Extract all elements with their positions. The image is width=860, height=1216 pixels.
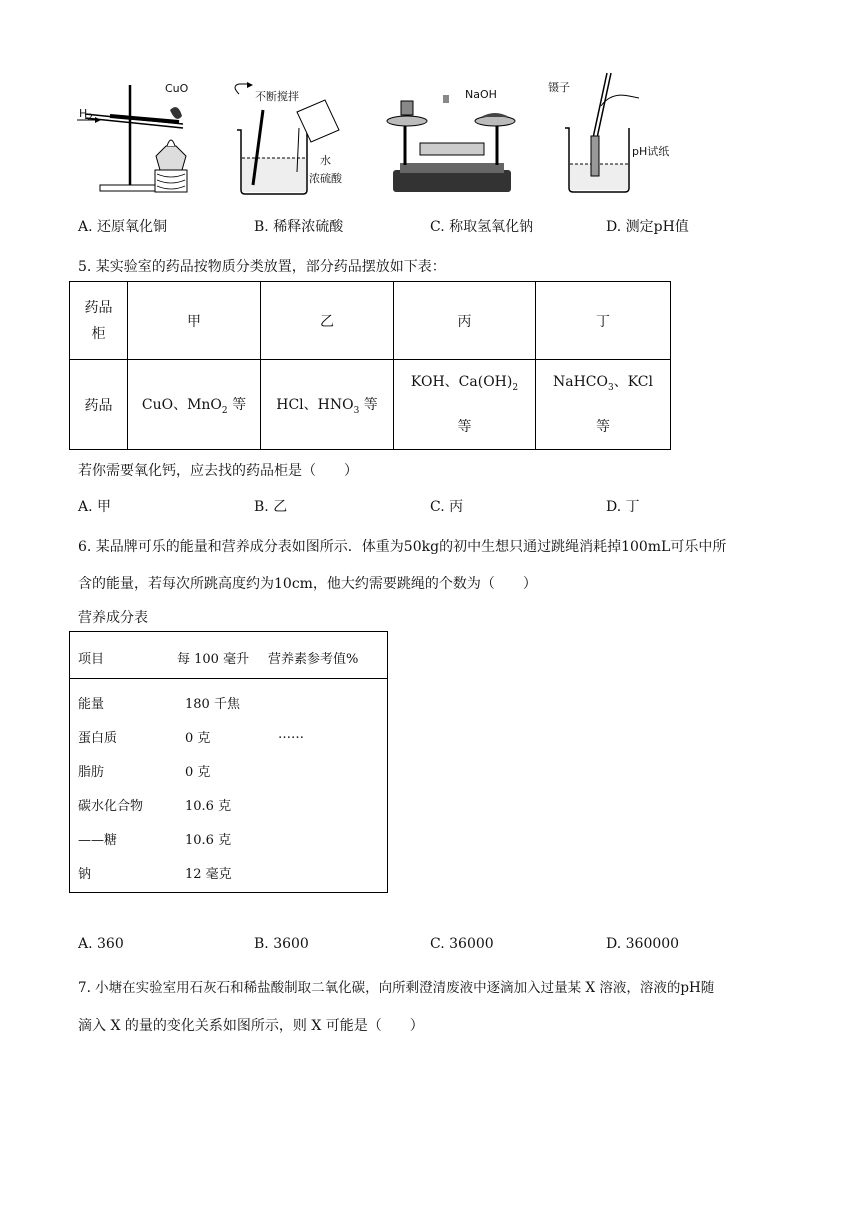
q4-option-a[interactable] (78, 216, 167, 236)
option-text: 丙 (449, 499, 464, 515)
q7-stem-line1: 7. 小塘在实验室用石灰石和稀盐酸制取二氧化碳，向所剩澄清废液中逐滴加入过量某 X 溶液，溶液的pH随 (78, 980, 715, 996)
option-text: 丁 (625, 499, 640, 515)
cell-text: CuO、MnO (141, 396, 222, 413)
option-text: 还原氧化铜 (97, 219, 168, 235)
option-text: 3600 (273, 936, 309, 952)
option-letter: D. (606, 936, 622, 952)
cell-text: 等 (359, 396, 378, 413)
cell-jia (128, 360, 261, 450)
q6-stem-line1: 6. 某品牌可乐的能量和营养成分表如图所示．体重为50kg的初中生想只通过跳绳消耗掉100mL可乐中所 (78, 539, 727, 555)
cabinet-ding: 丁 (536, 282, 671, 360)
option-text: 乙 (273, 499, 288, 515)
q5-option-d[interactable] (606, 496, 640, 516)
option-text: 测定pH值 (625, 219, 689, 235)
naoh-label: NaOH (465, 88, 497, 101)
cell-subscript: 3 (353, 405, 360, 416)
option-letter: B. (254, 219, 269, 235)
nutrient-value: 180 千焦 (185, 697, 240, 712)
cuo-label: CuO (165, 82, 189, 95)
nutrient-value: 12 毫克 (185, 867, 232, 882)
cell-text: 等 (596, 419, 610, 436)
q5-option-c[interactable] (430, 496, 463, 516)
col-per100-header: 每 100 毫升 (177, 652, 250, 667)
nutrient-value: 0 克 (185, 765, 211, 780)
water-label: 水 (320, 154, 331, 167)
option-text: 称取氢氧化钠 (449, 219, 534, 235)
q6-option-c[interactable] (430, 936, 494, 952)
ph-paper-label: pH试纸 (632, 145, 670, 158)
q6-option-d[interactable] (606, 936, 679, 952)
cabinet-yi: 乙 (261, 282, 394, 360)
q5-option-a[interactable] (78, 496, 111, 516)
q7-stem-line2: 滴入 X 的量的变化关系如图所示，则 X 可能是（ ） (78, 1018, 424, 1034)
option-letter: A. (78, 499, 93, 515)
header-label-line1: 药品 (84, 299, 113, 316)
option-letter: B. (254, 936, 269, 952)
figure-dilute-sulfuric-acid (225, 80, 365, 200)
q4-option-b[interactable] (254, 216, 343, 236)
cell-ding (536, 360, 671, 450)
q4-option-d[interactable] (606, 216, 689, 236)
figure-measure-ph (545, 68, 685, 200)
nutrient-value: 10.6 克 (185, 799, 232, 814)
nutrient-name: 蛋白质 (78, 731, 118, 746)
balance-drawing (385, 85, 520, 200)
nutrition-table-title: 营养成分表 (78, 610, 148, 626)
option-letter: C. (430, 936, 445, 952)
option-letter: D. (606, 499, 622, 515)
cell-text: KOH、Ca(OH) (410, 373, 513, 390)
q5-option-b[interactable] (254, 496, 287, 516)
cabinet-bing: 丙 (394, 282, 536, 360)
cell-yi (261, 360, 394, 450)
q5-cabinet-table (69, 281, 671, 450)
cell-subscript: 2 (512, 382, 519, 393)
col-item-header: 项目 (78, 652, 105, 667)
cell-text: 等 (227, 396, 247, 413)
nutrient-name: 碳水化合物 (78, 799, 144, 814)
acid-label: 浓硫酸 (309, 172, 342, 185)
option-text: 稀释浓硫酸 (273, 219, 344, 235)
option-letter: D. (606, 219, 622, 235)
header-divider (70, 678, 387, 679)
option-text: 360000 (625, 936, 680, 952)
col-nrv-header: 营养素参考值% (268, 652, 359, 667)
option-letter: A. (78, 936, 93, 952)
option-letter: C. (430, 499, 445, 515)
cell-subscript: 2 (221, 405, 228, 416)
nutrient-name: 脂肪 (78, 765, 105, 780)
header-cabinet-label (70, 282, 128, 360)
option-text: 360 (97, 936, 124, 952)
cell-text: NaHCO (552, 373, 608, 390)
q5-question: 若你需要氧化钙，应去找的药品柜是（ ） (78, 463, 358, 479)
figure-reduce-copper-oxide (75, 70, 205, 200)
stir-label: 不断搅拌 (255, 90, 299, 103)
row-label: 药品 (70, 360, 128, 450)
cell-text: 等 (457, 419, 472, 436)
nutrient-name: 能量 (78, 697, 105, 712)
figure-weigh-naoh (385, 85, 520, 200)
nutrient-value: 0 克 (185, 731, 211, 746)
q6-option-a[interactable] (78, 936, 124, 952)
h2-label: H (79, 107, 88, 120)
nutrition-table (69, 631, 388, 893)
q6-stem-line2: 含的能量，若每次所跳高度约为10cm，他大约需要跳绳的个数为（ ） (78, 576, 537, 592)
q6-option-b[interactable] (254, 936, 309, 952)
tweezers-label: 镊子 (548, 81, 570, 94)
option-text: 甲 (97, 499, 112, 515)
cabinet-jia: 甲 (128, 282, 261, 360)
q5-stem: 5. 某实验室的药品按物质分类放置，部分药品摆放如下表： (78, 259, 446, 275)
q4-option-c[interactable] (430, 216, 533, 236)
nutrient-value: 10.6 克 (185, 833, 232, 848)
header-label-line2: 柜 (91, 325, 106, 342)
option-letter: B. (254, 499, 269, 515)
h2-subscript: 2 (87, 113, 94, 124)
option-letter: C. (430, 219, 445, 235)
cell-subscript: 3 (607, 382, 614, 393)
ellipsis: …… (278, 727, 304, 742)
cell-text: 、KCl (613, 373, 653, 390)
cell-text: HCl、HNO (276, 396, 354, 413)
option-letter: A. (78, 219, 93, 235)
cell-bing (394, 360, 536, 450)
option-text: 36000 (449, 936, 494, 952)
nutrient-name: 钠 (78, 867, 92, 882)
nutrient-name: ——糖 (78, 833, 118, 848)
